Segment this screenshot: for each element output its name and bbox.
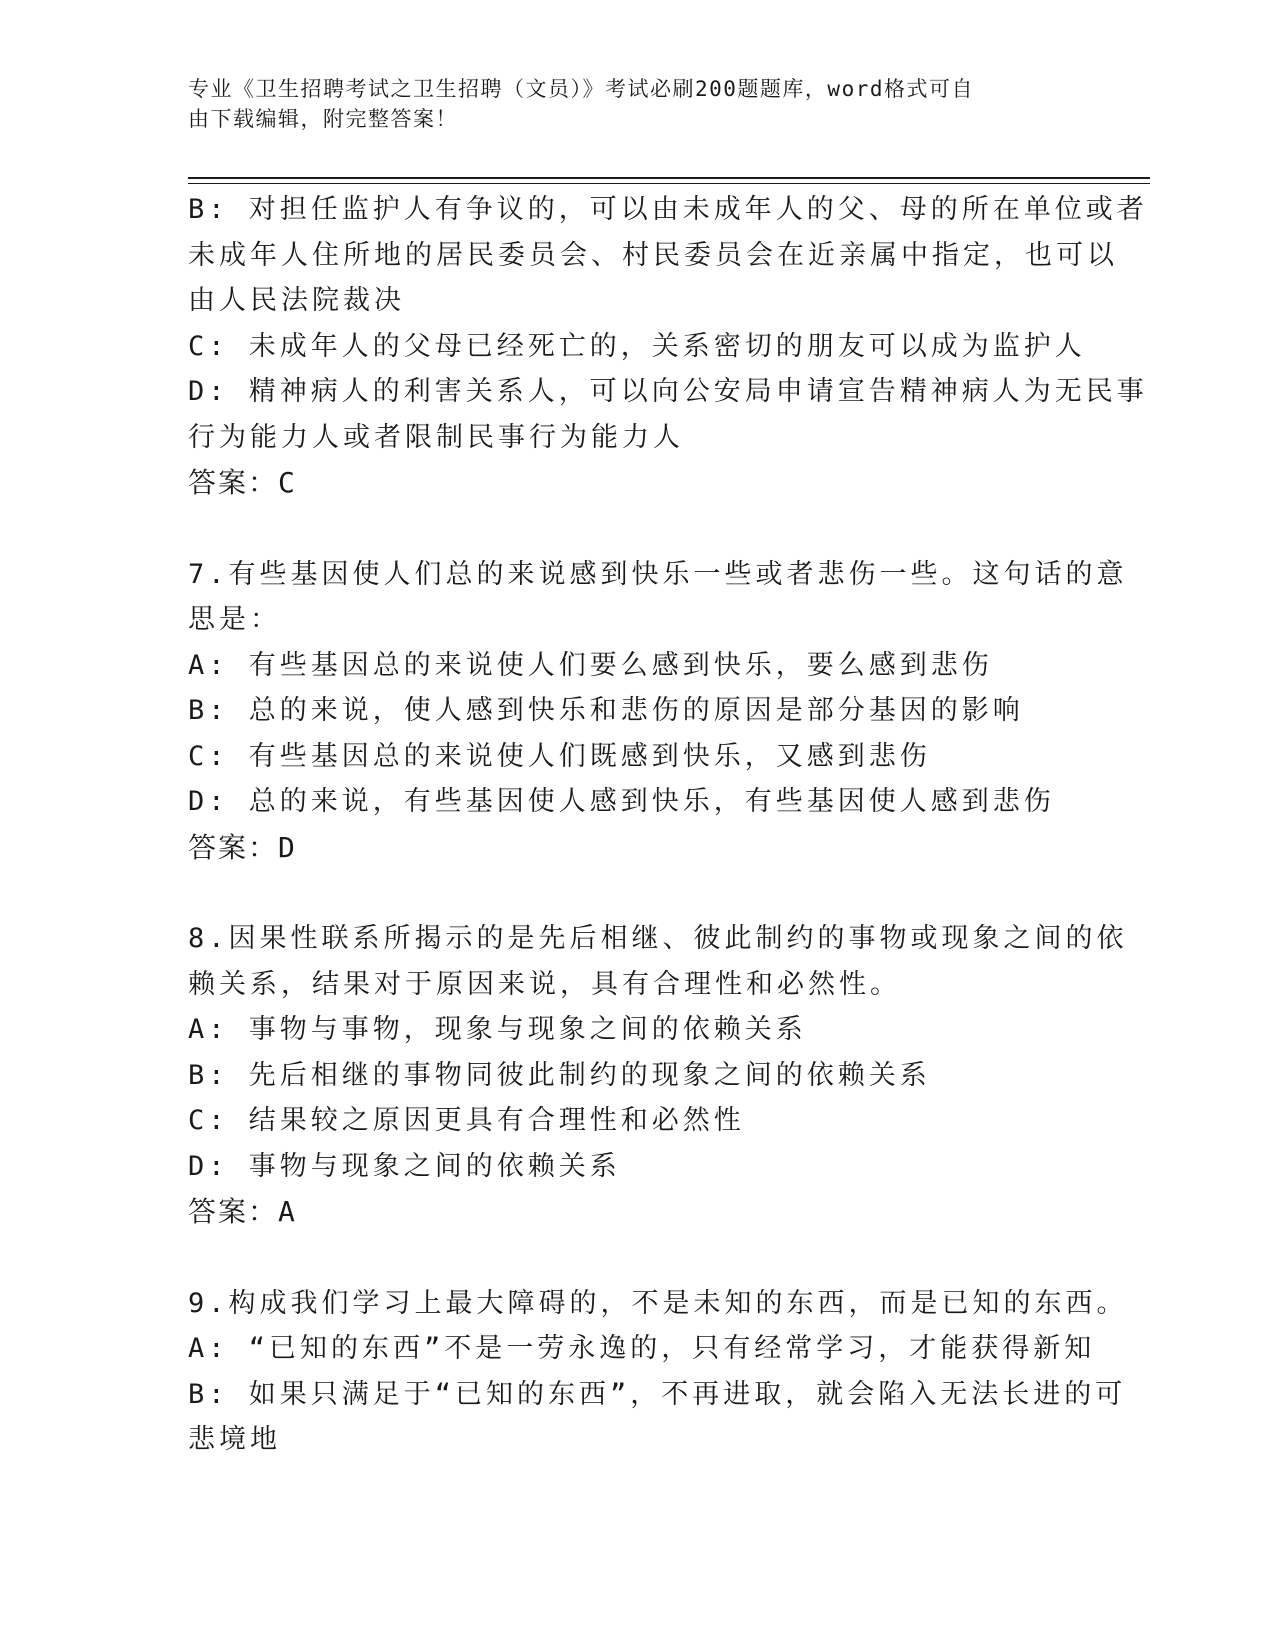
header-line-1: 专业《卫生招聘考试之卫生招聘（文员）》考试必刷200题题库，word格式可自 [188,77,974,101]
answer: 答案：C [188,466,297,499]
question-stem-line-2: 赖关系，结果对于原因来说，具有合理性和必然性。 [188,968,901,1000]
spacer [188,506,1078,552]
option-c: C: 有些基因总的来说使人们既感到快乐，又感到悲伤 [188,740,931,772]
question-stem-line-1: 8.因果性联系所揭示的是先后相继、彼此制约的事物或现象之间的依 [188,923,1128,954]
option-d: D: 事物与现象之间的依赖关系 [188,1150,621,1182]
question-7 [188,552,1128,871]
question-6-continuation [188,187,1148,506]
question-stem-line-1: 7.有些基因使人们总的来说感到快乐一些或者悲伤一些。这句话的意 [188,558,1128,590]
option-a: A: 事物与事物，现象与现象之间的依赖关系 [188,1014,807,1045]
question-9 [188,1281,1128,1463]
spacer [188,1235,1078,1281]
header-line-2: 由下载编辑，附完整答案！ [188,107,458,131]
option-d-line-1: D: 精神病人的利害关系人，可以向公安局申请宣告精神病人为无民事 [188,376,1148,407]
option-d-line-2: 行为能力人或者限制民事行为能力人 [188,421,684,453]
spacer [188,870,1078,916]
answer: 答案：D [188,830,297,864]
option-b-line-2: 悲境地 [188,1424,281,1455]
question-stem-line-2: 思是： [188,604,281,635]
question-stem: 9.构成我们学习上最大障碍的，不是未知的东西，而是已知的东西。 [188,1287,1128,1319]
header-divider-thin [188,183,1150,184]
option-b-line-2: 未成年人住所地的居民委员会、村民委员会在近亲属中指定，也可以 [188,239,1118,271]
option-d: D: 总的来说，有些基因使人感到快乐，有些基因使人感到悲伤 [188,786,1055,817]
question-list [188,187,1148,1463]
option-a: A: 有些基因总的来说使人们要么感到快乐，要么感到悲伤 [188,649,993,681]
option-c: C: 未成年人的父母已经死亡的，关系密切的朋友可以成为监护人 [188,330,1086,362]
option-c: C: 结果较之原因更具有合理性和必然性 [188,1105,745,1136]
option-b: B: 总的来说，使人感到快乐和悲伤的原因是部分基因的影响 [188,695,1024,726]
option-b-line-3: 由人民法院裁决 [188,285,405,316]
option-b-line-1: B: 对担任监护人有争议的，可以由未成年人的父、母的所在单位或者 [188,194,1148,225]
option-b-line-1: B: 如果只满足于“已知的东西”，不再进取，就会陷入无法长进的可 [188,1378,1127,1410]
option-a: A: “已知的东西”不是一劳永逸的，只有经常学习，才能获得新知 [188,1333,1096,1364]
document-header [188,74,1068,134]
answer: 答案：A [188,1195,297,1228]
question-8 [188,916,1128,1235]
option-b: B: 先后相继的事物同彼此制约的现象之间的依赖关系 [188,1059,931,1091]
header-divider-thick [188,177,1150,179]
